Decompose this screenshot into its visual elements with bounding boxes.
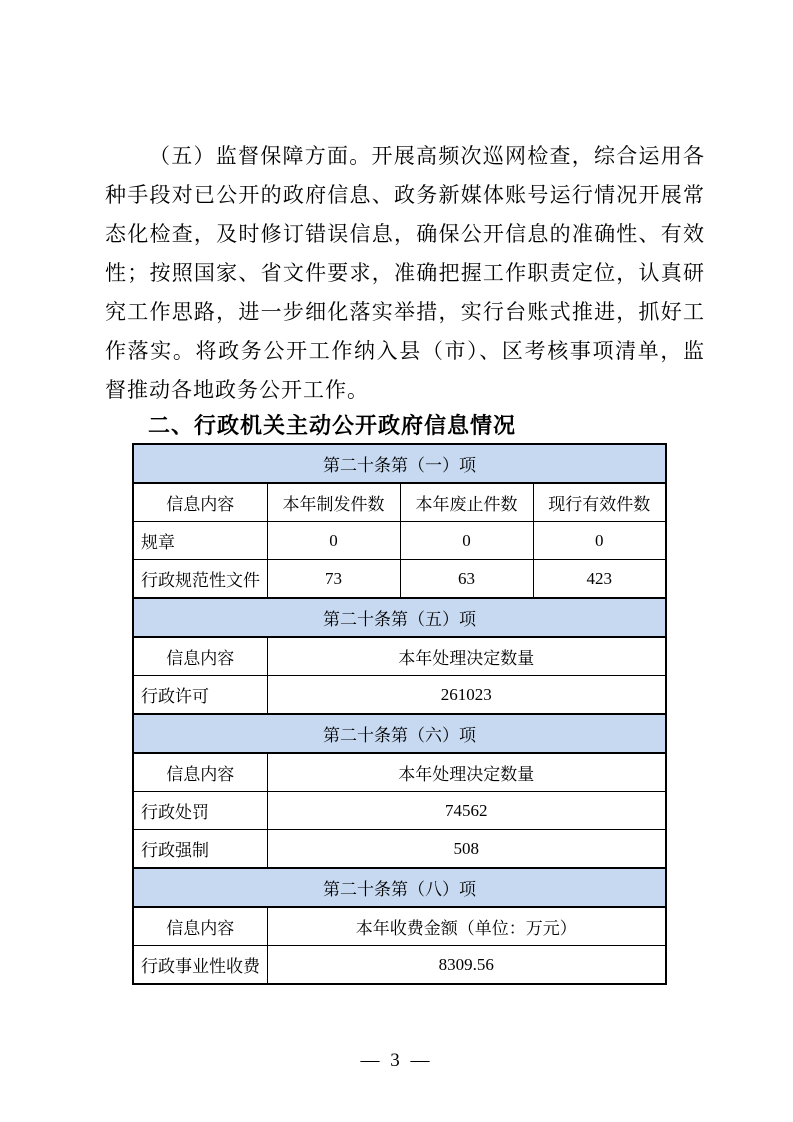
header-row-section-2 [133, 637, 666, 676]
column-header: 信息内容 [133, 907, 267, 946]
cell-value: 73 [267, 560, 400, 599]
paragraph-supervision-safeguard [105, 137, 705, 410]
cell-value: 63 [400, 560, 533, 599]
row-label: 行政事业性收费 [133, 946, 267, 985]
column-header: 现行有效件数 [533, 483, 666, 522]
page-number: — 3 — [360, 1050, 433, 1071]
page-content [105, 137, 705, 985]
column-header: 本年处理决定数量 [267, 753, 666, 792]
cell-value: 0 [400, 522, 533, 560]
header-row-section-3 [133, 753, 666, 792]
paragraph-lead: （五）监督保障方面。 [149, 144, 372, 168]
table-row [133, 560, 666, 599]
band-row-section-2 [133, 598, 666, 637]
cell-value: 508 [267, 830, 666, 869]
column-header: 本年收费金额（单位：万元） [267, 907, 666, 946]
column-header: 本年处理决定数量 [267, 637, 666, 676]
cell-value: 423 [533, 560, 666, 599]
table-row [133, 522, 666, 560]
cell-value: 0 [267, 522, 400, 560]
cell-value: 261023 [267, 676, 666, 715]
column-header: 本年废止件数 [400, 483, 533, 522]
table-row [133, 830, 666, 869]
band-row-section-1 [133, 444, 666, 483]
band-title: 第二十条第（六）项 [133, 714, 666, 753]
cell-value: 74562 [267, 792, 666, 830]
header-row-section-4 [133, 907, 666, 946]
table-row [133, 946, 666, 985]
band-title: 第二十条第（一）项 [133, 444, 666, 483]
section-heading: 二、行政机关主动公开政府信息情况 [148, 413, 517, 438]
row-label: 规章 [133, 522, 267, 560]
band-title: 第二十条第（八）项 [133, 868, 666, 907]
band-row-section-3 [133, 714, 666, 753]
disclosure-info-table [132, 443, 667, 985]
header-row-section-1 [133, 483, 666, 522]
row-label: 行政处罚 [133, 792, 267, 830]
band-row-section-4 [133, 868, 666, 907]
row-label: 行政规范性文件 [133, 560, 267, 599]
cell-value: 0 [533, 522, 666, 560]
column-header: 信息内容 [133, 753, 267, 792]
column-header: 信息内容 [133, 483, 267, 522]
table-row [133, 792, 666, 830]
paragraph-body: 开展高频次巡网检查，综合运用各种手段对已公开的政府信息、政务新媒体账号运行情况开展常态化检查，及时修订错误信息，确保公开信息的准确性、有效性；按照国家、省文件要求，准确把握工作职责定位，认真研究工作思路，进一步细化落实举措，实行台账式推进，抓好工作落实。将政务公开工作纳入县（市）、区考核事项清单，监督推动各地政务公开工作。 [105, 144, 705, 402]
column-header: 本年制发件数 [267, 483, 400, 522]
cell-value: 8309.56 [267, 946, 666, 985]
row-label: 行政许可 [133, 676, 267, 715]
band-title: 第二十条第（五）项 [133, 598, 666, 637]
row-label: 行政强制 [133, 830, 267, 869]
table-row [133, 676, 666, 715]
column-header: 信息内容 [133, 637, 267, 676]
